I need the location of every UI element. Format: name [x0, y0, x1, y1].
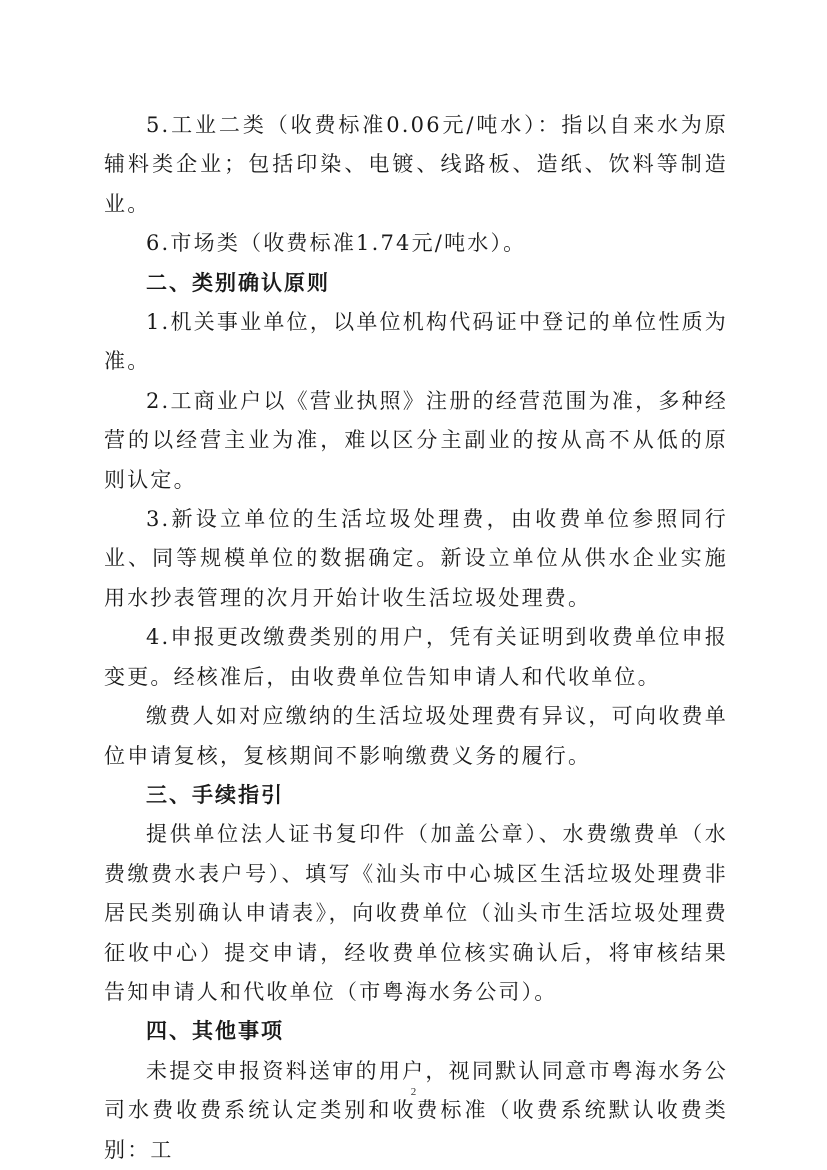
paragraph-principle-4: 4.申报更改缴费类别的用户，凭有关证明到收费单位申报变更。经核准后，由收费单位告知申请人和代收单位。	[104, 625, 728, 689]
heading-procedure-guide: 三、手续指引	[146, 782, 284, 807]
paragraph-market-class: 6.市场类（收费标准1.74元/吨水）。	[146, 231, 527, 256]
paragraph-principle-1: 1.机关事业单位，以单位机构代码证中登记的单位性质为准。	[104, 310, 728, 374]
heading-category-principles: 二、类别确认原则	[146, 270, 330, 295]
paragraph-review-objection: 缴费人如对应缴纳的生活垃圾处理费有异议，可向收费单位申请复核，复核期间不影响缴费义务的履行。	[104, 704, 728, 768]
paragraph-principle-2: 2.工商业户以《营业执照》注册的经营范围为准，多种经营的以经营主业为准，难以区分主副业的按从高不从低的原则认定。	[104, 388, 728, 492]
paragraph-principle-3: 3.新设立单位的生活垃圾处理费，由收费单位参照同行业、同等规模单位的数据确定。新设立单位从供水企业实施用水抄表管理的次月开始计收生活垃圾处理费。	[104, 507, 728, 610]
heading-other-matters: 四、其他事项	[146, 1019, 284, 1044]
paragraph-other-matters: 未提交申报资料送审的用户，视同默认同意市粤海水务公司水费收费系统认定类别和收费标准（收费系统默认收费类别：工	[104, 1058, 728, 1162]
document-body	[104, 106, 728, 1170]
page-number: 2	[410, 1086, 417, 1098]
paragraph-procedure: 提供单位法人证书复印件（加盖公章）、水费缴费单（水费缴费水表户号）、填写《汕头市中心城区生活垃圾处理费非居民类别确认申请表》，向收费单位（汕头市生活垃圾处理费征收中心）提交申请，经收费单位核实确认后，将审核结果告知申请人和代收单位（市粤海水务公司）。	[104, 822, 728, 1004]
paragraph-industrial-class-2: 5.工业二类（收费标准0.06元/吨水）：指以自来水为原辅料类企业；包括印染、电镀、线路板、造纸、饮料等制造业。	[104, 113, 728, 216]
